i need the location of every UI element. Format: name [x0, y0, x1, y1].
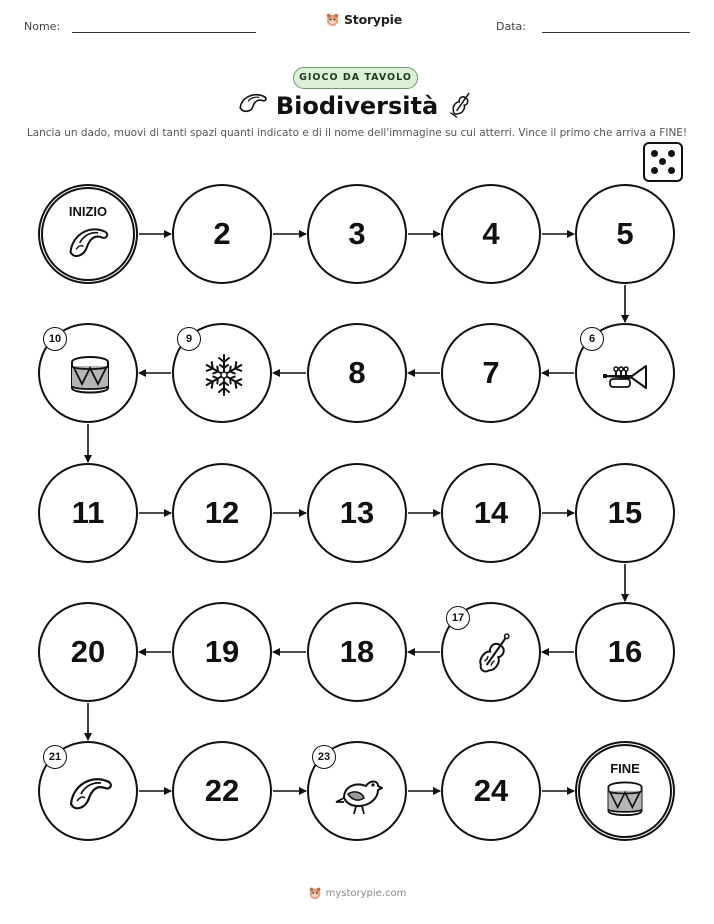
space-number-badge: 9	[177, 327, 201, 351]
space-number: 24	[473, 773, 509, 808]
space-number: 3	[348, 216, 366, 251]
snowflake-icon	[199, 350, 249, 400]
brand-name: Storypie	[344, 12, 402, 27]
space-number: 13	[339, 495, 375, 530]
space-number-badge: 23	[312, 745, 336, 769]
space-number-badge: 6	[580, 327, 604, 351]
space-number: 16	[607, 634, 643, 669]
space-number: 8	[348, 355, 366, 390]
toucan-beak-icon	[65, 768, 115, 818]
board-space	[575, 602, 675, 702]
start-space	[38, 184, 138, 284]
storypie-mascot-icon	[308, 886, 322, 900]
space-number: 11	[71, 495, 105, 530]
board-space	[575, 463, 675, 563]
space-number: 5	[616, 216, 634, 251]
board-space	[307, 463, 407, 563]
board-space	[38, 602, 138, 702]
board-space	[38, 463, 138, 563]
drum-icon	[602, 776, 648, 822]
space-number: 4	[482, 216, 500, 251]
space-number-badge: 21	[43, 745, 67, 769]
board-space	[307, 323, 407, 423]
footer	[0, 886, 714, 900]
space-number: 22	[204, 773, 240, 808]
space-number: 14	[473, 495, 509, 530]
board-space	[172, 463, 272, 563]
game-type-badge: GIOCO DA TAVOLO	[293, 67, 418, 89]
space-number-badge: 10	[43, 327, 67, 351]
page-title: Biodiversità	[275, 92, 439, 120]
space-number: 7	[482, 355, 500, 390]
space-number-badge: 17	[446, 606, 470, 630]
board-space	[441, 184, 541, 284]
date-label: Data:	[496, 20, 526, 33]
violin-icon	[468, 629, 518, 679]
space-number: 20	[70, 634, 106, 669]
finish-space	[575, 741, 675, 841]
bird-icon	[334, 768, 384, 818]
board-space	[441, 741, 541, 841]
space-number: 2	[213, 216, 231, 251]
space-number: 18	[339, 634, 375, 669]
toucan-beak-icon	[65, 219, 111, 265]
drum-icon	[65, 350, 115, 400]
space-number: 15	[607, 495, 643, 530]
board-space	[307, 184, 407, 284]
board-space	[441, 323, 541, 423]
board-space	[172, 741, 272, 841]
trumpet-icon	[602, 350, 652, 400]
board-space	[307, 602, 407, 702]
board-space	[172, 184, 272, 284]
start-label: INIZIO	[68, 204, 108, 219]
footer-url: mystorypie.com	[325, 887, 407, 899]
space-number: 12	[204, 495, 240, 530]
board-space	[441, 463, 541, 563]
finish-label: FINE	[610, 761, 640, 776]
instructions-text: Lancia un dado, muovi di tanti spazi quanti indicato e di il nome dell'immagine su cui atterri. Vince il primo che arriva a FINE!	[26, 127, 688, 139]
name-label: Nome:	[24, 20, 61, 33]
board-space	[575, 184, 675, 284]
board-space	[172, 602, 272, 702]
space-number: 19	[204, 634, 240, 669]
